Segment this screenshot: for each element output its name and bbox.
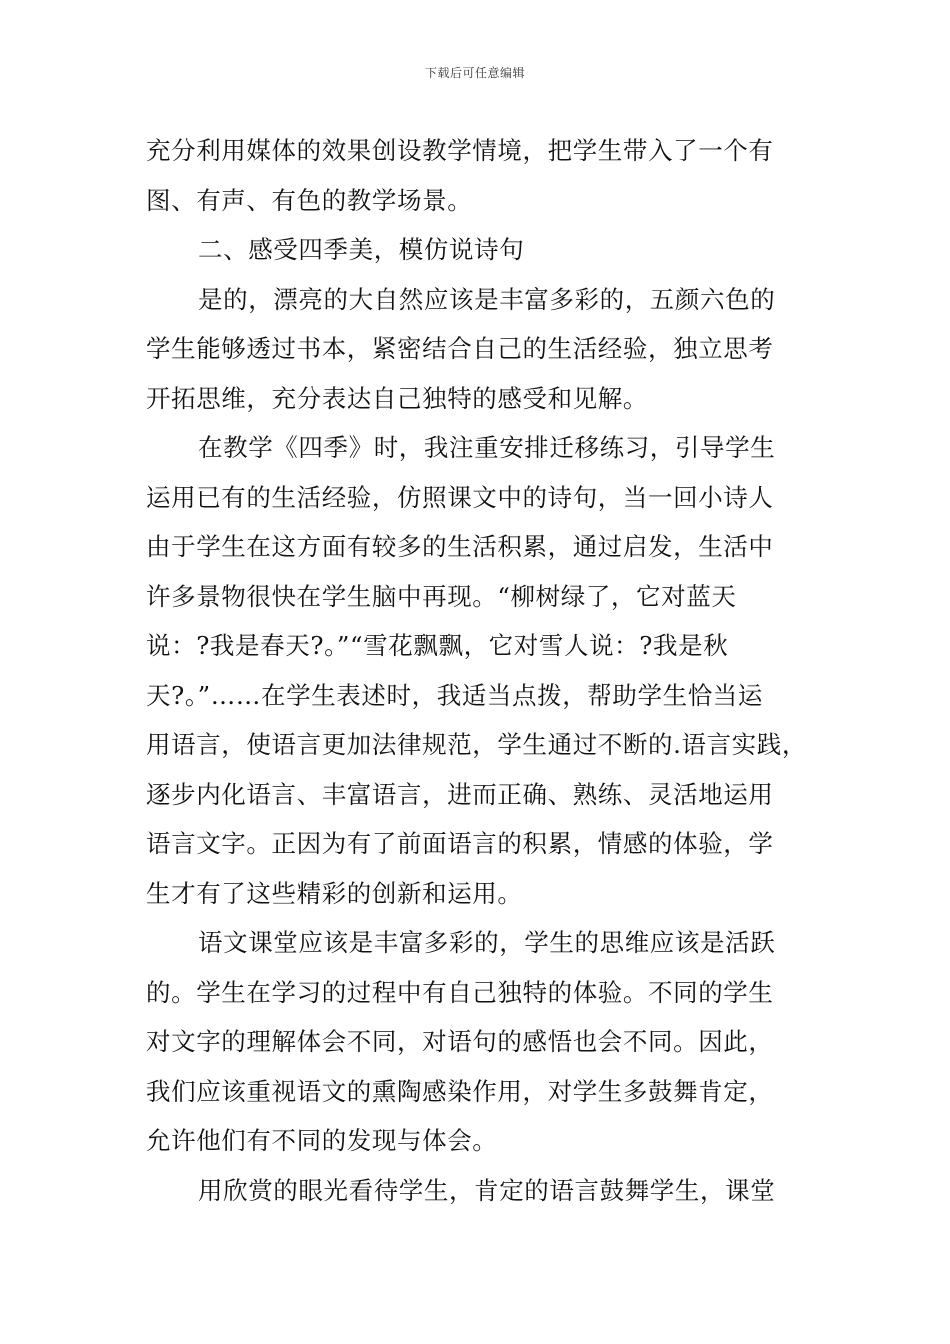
text-line: 是的，漂亮的大自然应该是丰富多彩的，五颜六色的	[198, 284, 776, 314]
page-header: 下载后可任意编辑	[424, 66, 525, 80]
text-line: 学生能够透过书本，紧密结合自己的生活经验，独立思考	[146, 334, 774, 363]
text-line: 我们应该重视语文的熏陶感染作用，对学生多鼓舞肯定，	[146, 1076, 774, 1106]
text-line: 充分利用媒体的效果创设教学情境，把学生带入了一个有	[146, 136, 774, 165]
text-line: 在教学《四季》时，我注重安排迁移练习，引导学生	[198, 433, 776, 462]
text-line: 开拓思维，充分表达自己独特的感受和见解。	[146, 383, 648, 413]
text-line: 图、有声、有色的教学场景。	[146, 185, 473, 215]
document-body	[146, 126, 826, 1215]
text-line: 说：?我是春天?。”“雪花飘飘，它对雪人说：?我是秋	[146, 631, 729, 660]
text-line: 生才有了这些精彩的创新和运用。	[146, 878, 523, 908]
text-line: 许多景物很快在学生脑中再现。“柳树绿了，它对蓝天	[146, 581, 737, 611]
text-line: 天?。”……在学生表述时，我适当点拨，帮助学生恰当运	[146, 680, 764, 710]
text-line: 允许他们有不同的发现与体会。	[146, 1126, 498, 1155]
text-line: 用语言，使语言更加法律规范，学生通过不断的.语言实践，	[146, 730, 807, 759]
text-line: 由于学生在这方面有较多的生活积累，通过启发，生活中	[146, 532, 774, 561]
text-line: 对文字的理解体会不同，对语句的感悟也会不同。因此，	[146, 1027, 774, 1056]
text-line: 语言文字。正因为有了前面语言的积累，情感的体验，学	[146, 829, 774, 858]
text-line: 的。学生在学习的过程中有自己独特的体验。不同的学生	[146, 977, 774, 1007]
section-heading: 二、感受四季美，模仿说诗句	[198, 235, 525, 264]
text-line: 语文课堂应该是丰富多彩的，学生的思维应该是活跃	[198, 928, 776, 957]
text-line: 运用已有的生活经验，仿照课文中的诗句，当一回小诗人	[146, 482, 774, 512]
text-line: 逐步内化语言、丰富语言，进而正确、熟练、灵活地运用	[146, 779, 774, 809]
text-line: 用欣赏的眼光看待学生，肯定的语言鼓舞学生，课堂	[198, 1175, 776, 1205]
